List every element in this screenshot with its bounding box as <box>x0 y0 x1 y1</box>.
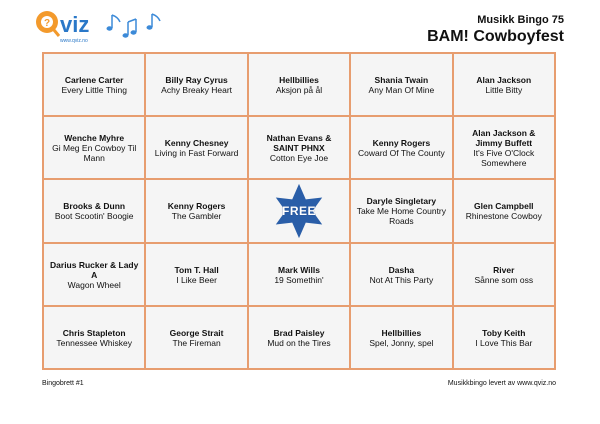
bingo-cell <box>145 116 247 179</box>
bingo-board <box>42 52 556 370</box>
cell-artist: Kenny Rogers <box>167 201 226 211</box>
bingo-cell <box>145 53 247 116</box>
bingo-cell <box>350 306 452 369</box>
cell-artist: Nathan Evans & SAINT PHNX <box>266 132 332 153</box>
bingo-cell <box>43 116 145 179</box>
cell-artist: Mark Wills <box>278 264 320 275</box>
cell-artist: Brooks & Dunn <box>63 201 126 211</box>
cell-song: Aksjon på ål <box>275 84 323 95</box>
cell-song: Tennessee Whiskey <box>56 337 132 348</box>
bingo-cell <box>248 243 350 306</box>
bingo-cell <box>453 306 555 369</box>
cell-artist: Shania Twain <box>374 74 429 85</box>
cell-artist: George Strait <box>169 327 224 338</box>
cell-artist: Glen Campbell <box>474 201 534 211</box>
bingo-cell <box>145 306 247 369</box>
cell-song: Coward Of The County <box>358 147 445 158</box>
cell-artist: Darius Rucker & Lady A <box>50 259 139 280</box>
cell-song: Mud on the Tires <box>267 337 331 348</box>
bingo-cell <box>145 243 247 306</box>
cell-artist: Hellbillies <box>381 327 422 338</box>
cell-artist: River <box>493 264 515 275</box>
cell-song: Any Man Of Mine <box>368 84 435 95</box>
cell-artist: Wenche Myhre <box>64 132 125 143</box>
bingo-cell <box>248 116 350 179</box>
music-notes-icon <box>107 14 161 38</box>
cell-artist: Alan Jackson <box>476 74 532 85</box>
cell-song: I Like Beer <box>176 274 217 285</box>
cell-song: Boot Scootin' Boogie <box>54 211 134 221</box>
cell-artist: Toby Keith <box>482 327 526 338</box>
free-cell <box>248 179 350 243</box>
free-label: FREE <box>281 204 316 218</box>
cell-song: Sånne som oss <box>474 274 534 285</box>
bingo-cell <box>43 243 145 306</box>
page-header <box>0 0 600 52</box>
bingo-cell <box>350 53 452 116</box>
cell-song: I Love This Bar <box>475 337 533 348</box>
cell-artist: Tom T. Hall <box>174 264 219 275</box>
cell-song: Rhinestone Cowboy <box>465 211 542 221</box>
cell-artist: Chris Stapleton <box>62 327 126 338</box>
bingo-cell <box>453 243 555 306</box>
cell-artist: Hellbillies <box>279 74 319 85</box>
bingo-cell <box>248 306 350 369</box>
cell-song: Cotton Eye Joe <box>269 152 329 163</box>
bingo-cell <box>43 179 145 243</box>
cell-song: Living in Fast Forward <box>154 147 239 158</box>
bingo-cell <box>350 243 452 306</box>
bingo-cell <box>350 116 452 179</box>
footer-credit: Musikkbingo levert av www.qviz.no <box>447 380 556 387</box>
qviz-logo <box>34 8 174 48</box>
cell-song: Every Little Thing <box>61 84 127 95</box>
bingo-cell <box>43 53 145 116</box>
title-block <box>427 14 564 46</box>
bingo-cell <box>43 306 145 369</box>
cell-song: It's Five O'Clock Somewhere <box>473 147 535 168</box>
board-number: Bingobrett #1 <box>42 380 84 387</box>
svg-text:www.qviz.no: www.qviz.no <box>60 38 88 44</box>
svg-text:viz: viz <box>60 12 90 37</box>
cell-artist: Kenny Chesney <box>164 137 229 148</box>
bingo-cell <box>453 116 555 179</box>
cell-artist: Daryle Singletary <box>366 196 437 206</box>
cell-artist: Kenny Rogers <box>372 137 431 148</box>
cell-song: Take Me Home Country Roads <box>356 206 447 226</box>
cell-artist: Carlene Carter <box>64 74 124 85</box>
cell-song: The Gambler <box>171 211 222 221</box>
cell-song: Achy Breaky Heart <box>161 84 233 95</box>
cell-song: Gi Meg En Cowboy Til Mann <box>52 142 137 163</box>
bingo-subtitle: Musikk Bingo 75 <box>477 14 564 26</box>
bingo-title: BAM! Cowboyfest <box>427 28 564 45</box>
bingo-cell <box>453 53 555 116</box>
cell-song: Not At This Party <box>369 274 434 285</box>
cell-artist: Dasha <box>388 264 415 275</box>
cell-song: The Fireman <box>172 337 221 348</box>
cell-artist: Alan Jackson & Jimmy Buffett <box>472 127 536 148</box>
cell-artist: Brad Paisley <box>273 327 325 338</box>
cell-artist: Billy Ray Cyrus <box>165 74 228 85</box>
svg-text:?: ? <box>43 18 51 29</box>
qviz-logo-graphic <box>34 8 174 48</box>
cell-song: Little Bitty <box>485 84 523 95</box>
bingo-cell <box>350 179 452 243</box>
bingo-cell <box>145 179 247 243</box>
cell-song: Wagon Wheel <box>67 279 121 290</box>
cell-song: Spel, Jonny, spel <box>369 337 434 348</box>
bingo-cell <box>453 179 555 243</box>
cell-song: 19 Somethin' <box>274 274 324 285</box>
bingo-cell <box>248 53 350 116</box>
